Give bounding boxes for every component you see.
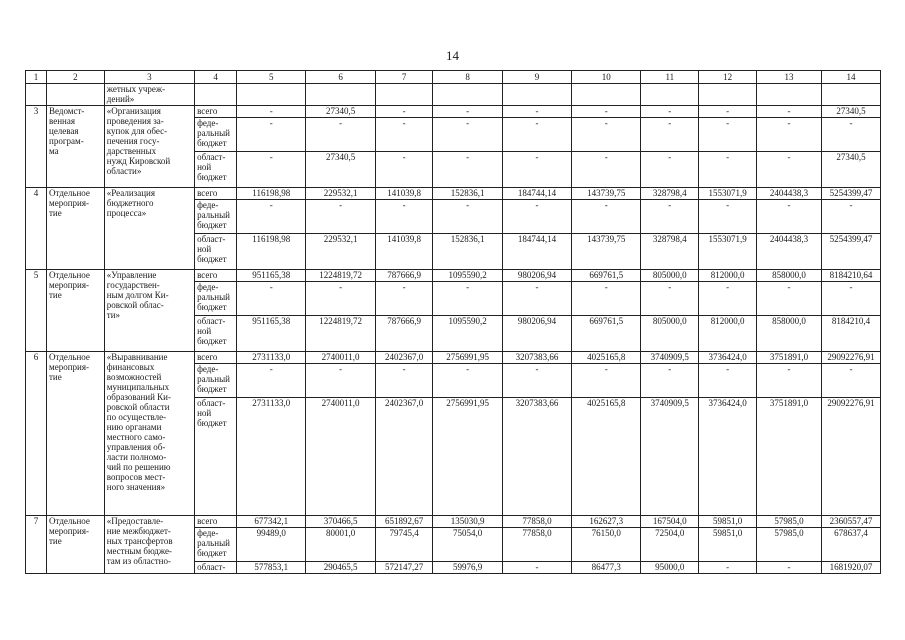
continuation-empty-cell: [26, 84, 47, 106]
value-cell: -: [375, 200, 433, 234]
value-cell: 72504,0: [641, 528, 699, 562]
funding-source-cell: всего: [195, 106, 237, 118]
header-cell-2: 2: [47, 71, 105, 84]
program-name-cell: «Предоставле- ние межбюджет- ных трансфертов местным бюдже- там из областно-: [104, 516, 194, 574]
value-cell: 116198,98: [237, 234, 306, 270]
value-cell: 651892,67: [375, 516, 433, 528]
header-cell-12: 12: [699, 71, 757, 84]
value-cell: -: [375, 152, 433, 188]
value-cell: 143739,75: [572, 234, 641, 270]
value-cell: 141039,8: [375, 234, 433, 270]
value-cell: -: [237, 118, 306, 152]
continuation-empty-cell: [822, 84, 881, 106]
continuation-empty-cell: [641, 84, 699, 106]
value-cell: 2731133,0: [237, 398, 306, 516]
value-cell: 370466,5: [306, 516, 375, 528]
value-cell: 59851,0: [699, 516, 757, 528]
value-cell: 75054,0: [433, 528, 502, 562]
value-cell: 1224819,72: [306, 270, 375, 282]
continuation-empty-cell: [195, 84, 237, 106]
value-cell: -: [822, 364, 881, 398]
value-cell: 669761,5: [572, 316, 641, 352]
value-cell: 116198,98: [237, 188, 306, 200]
value-cell: 577853,1: [237, 562, 306, 574]
funding-source-cell: област- ной бюджет: [195, 234, 237, 270]
table-row: [26, 352, 881, 364]
funding-source-cell: област- ной бюджет: [195, 398, 237, 516]
value-cell: -: [572, 364, 641, 398]
value-cell: -: [572, 118, 641, 152]
value-cell: 328798,4: [641, 234, 699, 270]
header-cell-9: 9: [502, 71, 571, 84]
value-cell: 95000,0: [641, 562, 699, 574]
value-cell: -: [433, 118, 502, 152]
value-cell: 79745,4: [375, 528, 433, 562]
value-cell: 328798,4: [641, 188, 699, 200]
value-cell: -: [756, 106, 821, 118]
value-cell: 229532,1: [306, 188, 375, 200]
value-cell: 135030,9: [433, 516, 502, 528]
value-cell: -: [433, 106, 502, 118]
value-cell: -: [433, 364, 502, 398]
continuation-empty-cell: [306, 84, 375, 106]
program-name-cell: «Организация проведения за- купок для обес- печения госу- дарственных нужд Кировской области»: [104, 106, 194, 188]
continuation-row: [26, 84, 881, 106]
funding-source-cell: феде- ральный бюджет: [195, 364, 237, 398]
program-name-cell: «Реализация бюджетного процесса»: [104, 188, 194, 270]
value-cell: -: [433, 200, 502, 234]
value-cell: -: [502, 106, 571, 118]
status-cell: Отдельное мероприя- тие: [47, 188, 105, 270]
value-cell: -: [699, 106, 757, 118]
continuation-name-cell: жетных учреж- дений»: [104, 84, 194, 106]
row-number-cell: 4: [26, 188, 47, 270]
value-cell: 184744,14: [502, 188, 571, 200]
value-cell: 77858,0: [502, 516, 571, 528]
funding-source-cell: област- ной бюджет: [195, 316, 237, 352]
value-cell: 162627,3: [572, 516, 641, 528]
value-cell: -: [572, 106, 641, 118]
value-cell: -: [822, 200, 881, 234]
value-cell: -: [306, 200, 375, 234]
value-cell: 858000,0: [756, 270, 821, 282]
value-cell: 951165,38: [237, 270, 306, 282]
value-cell: 1553071,9: [699, 234, 757, 270]
value-cell: -: [502, 152, 571, 188]
funding-source-cell: всего: [195, 188, 237, 200]
value-cell: 2402367,0: [375, 352, 433, 364]
continuation-empty-cell: [237, 84, 306, 106]
header-cell-5: 5: [237, 71, 306, 84]
status-cell: Отдельное мероприя- тие: [47, 516, 105, 574]
value-cell: -: [822, 282, 881, 316]
value-cell: -: [306, 364, 375, 398]
funding-source-cell: феде- ральный бюджет: [195, 528, 237, 562]
value-cell: -: [237, 152, 306, 188]
value-cell: 152836,1: [433, 234, 502, 270]
budget-table-body: [26, 71, 881, 574]
value-cell: -: [375, 118, 433, 152]
value-cell: -: [641, 200, 699, 234]
value-cell: 980206,94: [502, 316, 571, 352]
value-cell: 27340,5: [306, 106, 375, 118]
page-number: 14: [446, 48, 459, 63]
header-cell-3: 3: [104, 71, 194, 84]
funding-source-cell: всего: [195, 516, 237, 528]
value-cell: -: [699, 364, 757, 398]
value-cell: 951165,38: [237, 316, 306, 352]
table-row: [26, 270, 881, 282]
value-cell: 99489,0: [237, 528, 306, 562]
value-cell: 5254399,47: [822, 188, 881, 200]
header-row: [26, 71, 881, 84]
header-cell-13: 13: [756, 71, 821, 84]
value-cell: 2740011,0: [306, 352, 375, 364]
value-cell: -: [502, 118, 571, 152]
continuation-empty-cell: [756, 84, 821, 106]
value-cell: 290465,5: [306, 562, 375, 574]
value-cell: 59851,0: [699, 528, 757, 562]
value-cell: -: [433, 152, 502, 188]
value-cell: 805000,0: [641, 316, 699, 352]
value-cell: 29092276,91: [822, 352, 881, 364]
funding-source-cell: област-: [195, 562, 237, 574]
value-cell: 59976,9: [433, 562, 502, 574]
value-cell: 812000,0: [699, 270, 757, 282]
value-cell: -: [699, 152, 757, 188]
value-cell: -: [641, 152, 699, 188]
continuation-empty-cell: [47, 84, 105, 106]
value-cell: -: [237, 106, 306, 118]
value-cell: -: [699, 118, 757, 152]
value-cell: 2404438,3: [756, 234, 821, 270]
value-cell: -: [502, 364, 571, 398]
value-cell: 3740909,5: [641, 398, 699, 516]
value-cell: -: [641, 118, 699, 152]
funding-source-cell: всего: [195, 270, 237, 282]
value-cell: 1095590,2: [433, 316, 502, 352]
value-cell: -: [237, 200, 306, 234]
value-cell: 2756991,95: [433, 352, 502, 364]
value-cell: 3736424,0: [699, 398, 757, 516]
row-number-cell: 6: [26, 352, 47, 516]
value-cell: -: [502, 562, 571, 574]
value-cell: 27340,5: [822, 152, 881, 188]
table-row: [26, 106, 881, 118]
value-cell: -: [306, 282, 375, 316]
value-cell: 86477,3: [572, 562, 641, 574]
value-cell: -: [756, 200, 821, 234]
status-cell: Отдельное мероприя- тие: [47, 270, 105, 352]
value-cell: 229532,1: [306, 234, 375, 270]
value-cell: -: [375, 282, 433, 316]
header-cell-7: 7: [375, 71, 433, 84]
value-cell: -: [502, 282, 571, 316]
value-cell: -: [237, 282, 306, 316]
status-cell: Ведомст- венная целевая програм- ма: [47, 106, 105, 188]
value-cell: 57985,0: [756, 528, 821, 562]
header-cell-11: 11: [641, 71, 699, 84]
value-cell: 4025165,8: [572, 352, 641, 364]
row-number-cell: 7: [26, 516, 47, 574]
value-cell: 27340,5: [822, 106, 881, 118]
value-cell: 8184210,4: [822, 316, 881, 352]
value-cell: 167504,0: [641, 516, 699, 528]
continuation-empty-cell: [433, 84, 502, 106]
value-cell: 77858,0: [502, 528, 571, 562]
value-cell: -: [756, 282, 821, 316]
value-cell: 3751891,0: [756, 352, 821, 364]
value-cell: 76150,0: [572, 528, 641, 562]
budget-table: [25, 70, 881, 574]
value-cell: 2731133,0: [237, 352, 306, 364]
value-cell: 4025165,8: [572, 398, 641, 516]
value-cell: 980206,94: [502, 270, 571, 282]
value-cell: 3207383,66: [502, 398, 571, 516]
value-cell: 787666,9: [375, 270, 433, 282]
row-number-cell: 3: [26, 106, 47, 188]
funding-source-cell: област- ной бюджет: [195, 152, 237, 188]
value-cell: 858000,0: [756, 316, 821, 352]
status-cell: Отдельное мероприя- тие: [47, 352, 105, 516]
value-cell: -: [822, 118, 881, 152]
header-cell-6: 6: [306, 71, 375, 84]
header-cell-10: 10: [572, 71, 641, 84]
header-cell-14: 14: [822, 71, 881, 84]
value-cell: -: [756, 562, 821, 574]
value-cell: -: [572, 200, 641, 234]
value-cell: 2756991,95: [433, 398, 502, 516]
value-cell: 2740011,0: [306, 398, 375, 516]
value-cell: 3207383,66: [502, 352, 571, 364]
value-cell: 80001,0: [306, 528, 375, 562]
value-cell: 677342,1: [237, 516, 306, 528]
program-name-cell: «Управление государствен- ным долгом Ки- ровской облас- ти»: [104, 270, 194, 352]
value-cell: -: [237, 364, 306, 398]
value-cell: 1095590,2: [433, 270, 502, 282]
continuation-empty-cell: [699, 84, 757, 106]
header-cell-8: 8: [433, 71, 502, 84]
value-cell: -: [699, 562, 757, 574]
value-cell: 5254399,47: [822, 234, 881, 270]
continuation-empty-cell: [502, 84, 571, 106]
program-name-cell: «Выравнивание финансовых возможностей муниципальных образований Ки- ровской области по осуществле- нию органами местного само- управления об- ласти полномо- чий по решению вопросов мест- ного значения»: [104, 352, 194, 516]
value-cell: -: [433, 282, 502, 316]
value-cell: 141039,8: [375, 188, 433, 200]
value-cell: 812000,0: [699, 316, 757, 352]
value-cell: -: [375, 106, 433, 118]
table-row: [26, 188, 881, 200]
value-cell: 3740909,5: [641, 352, 699, 364]
header-cell-4: 4: [195, 71, 237, 84]
header-cell-1: 1: [26, 71, 47, 84]
funding-source-cell: всего: [195, 352, 237, 364]
value-cell: 8184210,64: [822, 270, 881, 282]
value-cell: 2402367,0: [375, 398, 433, 516]
value-cell: 143739,75: [572, 188, 641, 200]
funding-source-cell: феде- ральный бюджет: [195, 282, 237, 316]
value-cell: 1224819,72: [306, 316, 375, 352]
continuation-empty-cell: [375, 84, 433, 106]
value-cell: 3736424,0: [699, 352, 757, 364]
row-number-cell: 5: [26, 270, 47, 352]
value-cell: -: [572, 152, 641, 188]
value-cell: -: [502, 200, 571, 234]
value-cell: -: [756, 364, 821, 398]
value-cell: -: [306, 118, 375, 152]
value-cell: -: [641, 364, 699, 398]
value-cell: 678637,4: [822, 528, 881, 562]
continuation-empty-cell: [572, 84, 641, 106]
value-cell: 1553071,9: [699, 188, 757, 200]
value-cell: -: [572, 282, 641, 316]
value-cell: 805000,0: [641, 270, 699, 282]
value-cell: 184744,14: [502, 234, 571, 270]
value-cell: -: [699, 200, 757, 234]
value-cell: 152836,1: [433, 188, 502, 200]
value-cell: 57985,0: [756, 516, 821, 528]
value-cell: 572147,27: [375, 562, 433, 574]
value-cell: -: [375, 364, 433, 398]
value-cell: 27340,5: [306, 152, 375, 188]
funding-source-cell: феде- ральный бюджет: [195, 200, 237, 234]
value-cell: -: [641, 282, 699, 316]
value-cell: -: [699, 282, 757, 316]
table-row: [26, 516, 881, 528]
value-cell: 29092276,91: [822, 398, 881, 516]
value-cell: -: [756, 118, 821, 152]
value-cell: 2404438,3: [756, 188, 821, 200]
value-cell: 3751891,0: [756, 398, 821, 516]
value-cell: 787666,9: [375, 316, 433, 352]
value-cell: -: [756, 152, 821, 188]
funding-source-cell: феде- ральный бюджет: [195, 118, 237, 152]
value-cell: 1681920,07: [822, 562, 881, 574]
value-cell: -: [641, 106, 699, 118]
value-cell: 2360557,47: [822, 516, 881, 528]
value-cell: 669761,5: [572, 270, 641, 282]
